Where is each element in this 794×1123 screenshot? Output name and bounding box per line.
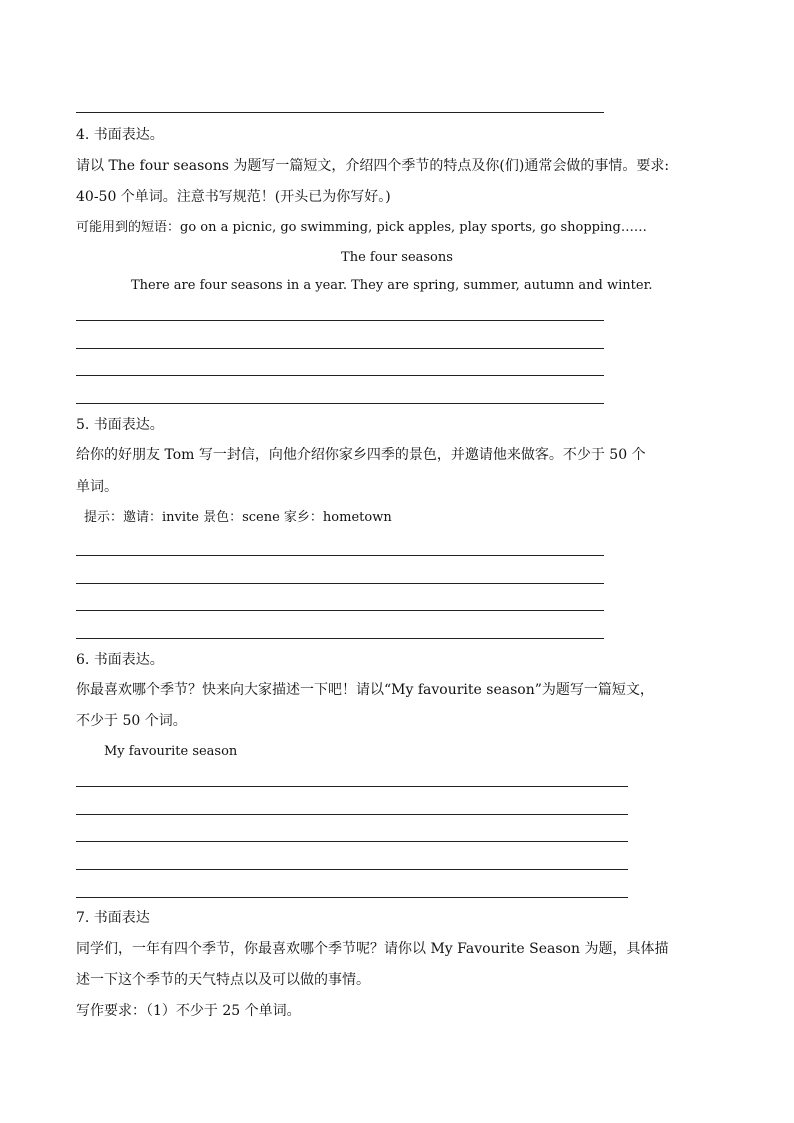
answer-line	[76, 897, 628, 898]
answer-line	[76, 814, 628, 815]
answer-line	[76, 403, 604, 404]
answer-line	[76, 638, 604, 639]
answer-line	[76, 375, 604, 376]
answer-line	[76, 786, 628, 787]
answer-line	[76, 841, 628, 842]
answer-line	[76, 348, 604, 349]
q7-instruction-line2: 述一下这个季节的天气特点以及可以做的事情。	[76, 972, 370, 988]
q5-heading: 5. 书面表达。	[76, 417, 164, 433]
answer-line	[76, 610, 604, 611]
q4-instruction-line1: 请以 The four seasons 为题写一篇短文，介绍四个季节的特点及你(们)通常会做的事情。要求:	[76, 158, 670, 174]
answer-line	[76, 112, 604, 113]
answer-line	[76, 320, 604, 321]
q6-heading: 6. 书面表达。	[76, 652, 164, 668]
q7-requirement: 写作要求：（1）不少于 25 个单词。	[76, 1003, 301, 1019]
answer-line	[76, 583, 604, 584]
q6-instruction-line1: 你最喜欢哪个季节？快来向大家描述一下吧！请以“My favourite season”为题写一篇短文，	[76, 682, 654, 698]
q7-heading: 7. 书面表达	[76, 910, 150, 926]
q4-heading: 4. 书面表达。	[76, 127, 164, 143]
q5-instruction-line2: 单词。	[76, 479, 118, 495]
q4-instruction-line2: 40-50 个单词。注意书写规范！(开头已为你写好。)	[76, 189, 391, 205]
q4-phrases: 可能用到的短语：go on a picnic, go swimming, pick apples, play sports, go shopping……	[76, 220, 647, 235]
q7-instruction-line1: 同学们，一年有四个季节，你最喜欢哪个季节呢？请你以 My Favourite Season 为题，具体描	[76, 941, 669, 957]
q6-instruction-line2: 不少于 50 个词。	[76, 713, 187, 729]
q5-instruction-line1: 给你的好朋友 Tom 写一封信，向他介绍你家乡四季的景色，并邀请他来做客。不少于 50 个	[76, 447, 646, 463]
answer-line	[76, 555, 604, 556]
answer-line	[76, 869, 628, 870]
q4-essay-title: The four seasons	[341, 250, 453, 265]
q5-hint: 提示：邀请：invite 景色：scene 家乡：hometown	[84, 510, 392, 525]
q4-essay-opening: There are four seasons in a year. They are spring, summer, autumn and winter.	[131, 278, 653, 293]
q6-essay-title: My favourite season	[104, 744, 238, 759]
